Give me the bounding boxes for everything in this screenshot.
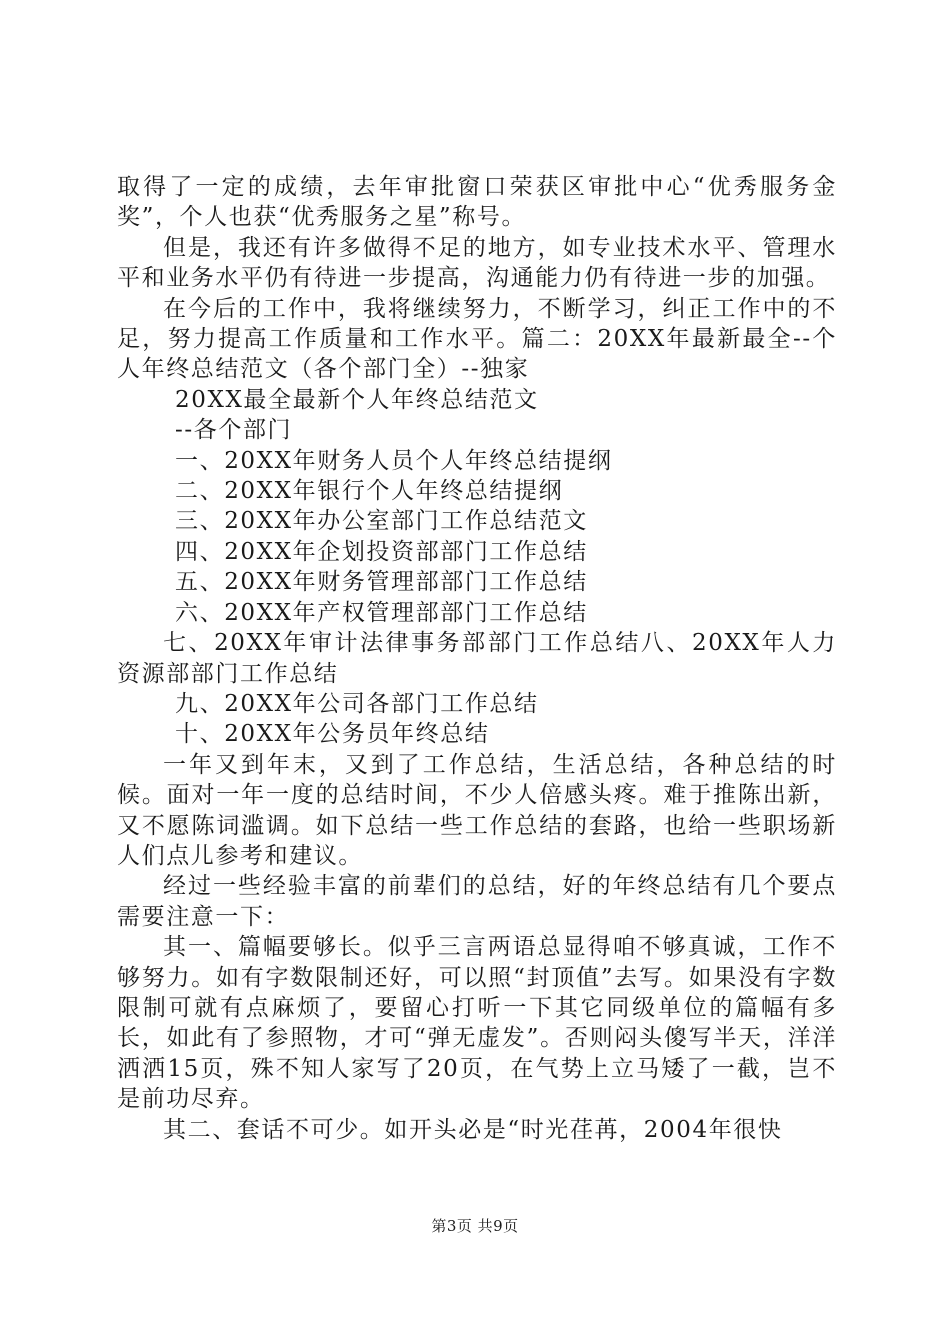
toc-item: 一、20XX年财务人员个人年终总结提纲 [175,447,613,474]
paragraph: 但是，我还有许多做得不足的地方，如专业技术水平、管理水平和业务水平仍有待进一步提高，沟通能力仍有待进一步的加强。 [117,234,837,292]
paragraph: 经过一些经验丰富的前辈们的总结，好的年终总结有几个要点需要注意一下： [117,873,837,930]
toc-item: 九、20XX年公司各部门工作总结 [175,690,539,717]
paragraph: 其一、篇幅要够长。似乎三言两语总显得咱不够真诚，工作不够努力。如有字数限制还好，可以照“封顶值”去写。如果没有字数限制可就有点麻烦了，要留心打听一下其它同级单位的篇幅有多长，如此有了参照物，才可“弹无虚发”。否则闷头傻写半天，洋洋洒洒15页，殊不知人家写了20页，在气势上立马矮了一截，岂不是前功尽弃。 [117,934,837,1113]
toc-item: 四、20XX年企划投资部部门工作总结 [175,538,588,565]
toc-item: 五、20XX年财务管理部部门工作总结 [175,569,588,596]
toc-item: 十、20XX年公务员年终总结 [175,721,490,748]
toc-item: 二、20XX年银行个人年终总结提纲 [175,478,564,505]
toc-item: 七、20XX年审计法律事务部部门工作总结八、20XX年人力资源部部门工作总结 [117,630,837,687]
paragraph: 其二、套话不可少。如开头必是“时光荏苒，2004年很快 [163,1116,783,1143]
toc-subtitle: --各个部门 [175,417,293,444]
page-number: 第3页 共9页 [431,1217,519,1235]
toc-title: 20XX最全最新个人年终总结范文 [175,386,539,413]
toc-item: 三、20XX年办公室部门工作总结范文 [175,508,588,535]
toc-item: 六、20XX年产权管理部部门工作总结 [175,599,588,626]
paragraph: 在今后的工作中，我将继续努力，不断学习，纠正工作中的不足，努力提高工作质量和工作水平。篇二：20XX年最新最全--个人年终总结范文（各个部门全）--独家 [117,295,837,383]
document-body [117,172,837,1145]
paragraph: 取得了一定的成绩，去年审批窗口荣获区审批中心“优秀服务金奖”，个人也获“优秀服务之星”称号。 [117,174,837,231]
paragraph: 一年又到年末，又到了工作总结，生活总结，各种总结的时候。面对一年一度的总结时间，不少人倍感头疼。难于推陈出新，又不愿陈词滥调。如下总结一些工作总结的套路，也给一些职场新人们点儿参考和建议。 [117,751,837,869]
